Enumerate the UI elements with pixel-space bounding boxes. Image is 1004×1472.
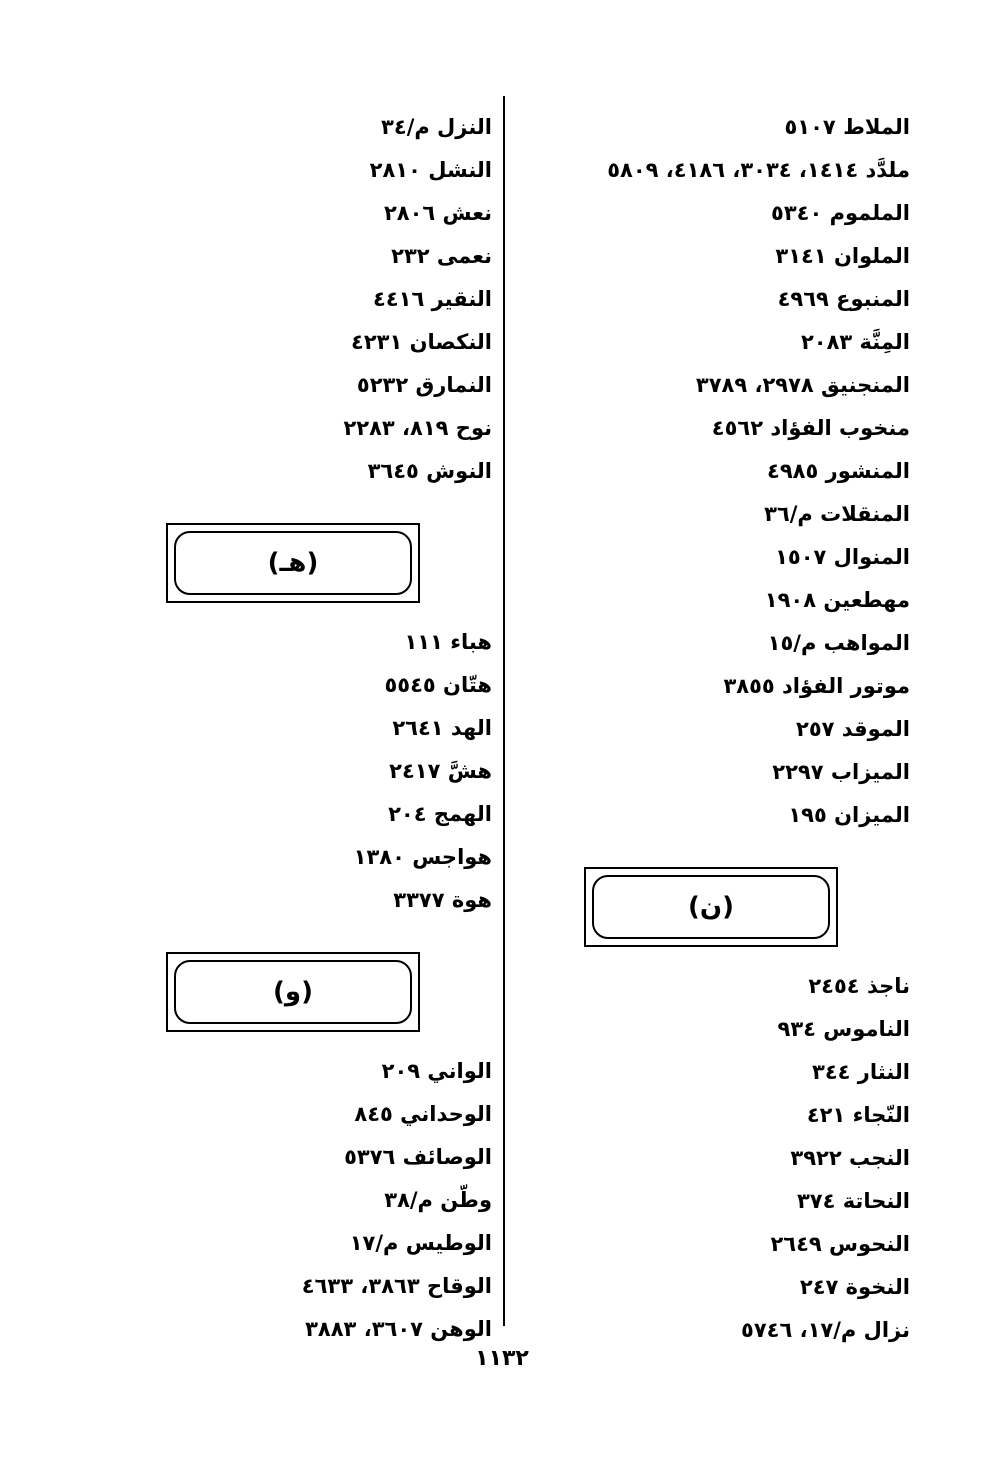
index-entry: المنشور ٤٩٨٥ — [767, 459, 910, 483]
index-entry: النوش ٣٦٤٥ — [367, 459, 492, 483]
index-entry: ملدَّد ١٤١٤، ٣٠٣٤، ٤١٨٦، ٥٨٠٩ — [607, 158, 910, 182]
index-entry: المواهب م/١٥ — [767, 631, 910, 655]
entries-meem — [490, 106, 910, 837]
index-entry: نعش ٢٨٠٦ — [383, 201, 492, 225]
index-entry: المنوال ١٥٠٧ — [775, 545, 910, 569]
index-entry: نعمى ٢٣٢ — [391, 244, 492, 268]
section-header-ha — [166, 523, 420, 603]
index-entry: النّجاء ٤٢١ — [806, 1103, 910, 1127]
index-entry: الوصائف ٥٣٧٦ — [344, 1145, 492, 1169]
index-entry: المِنَّة ٢٠٨٣ — [800, 330, 910, 354]
index-entry: النشل ٢٨١٠ — [369, 158, 492, 182]
index-entry: الهمج ٢٠٤ — [388, 802, 492, 826]
index-entry: وطّن م/٣٨ — [384, 1188, 492, 1212]
index-entry: الملوان ٣١٤١ — [775, 244, 910, 268]
page-number: ١١٣٢ — [475, 1346, 529, 1371]
entries-ha — [72, 621, 492, 922]
section-header-label: (ن) — [592, 875, 830, 939]
index-entry: منخوب الفؤاد ٤٥٦٢ — [711, 416, 910, 440]
index-entry: الميزاب ٢٢٩٧ — [772, 760, 910, 784]
index-entry: موتور الفؤاد ٣٨٥٥ — [723, 674, 910, 698]
index-entry: النحوس ٢٦٤٩ — [770, 1232, 910, 1256]
index-entry: هباء ١١١ — [404, 630, 492, 654]
index-entry: الميزان ١٩٥ — [788, 803, 910, 827]
index-entry: النجب ٣٩٢٢ — [790, 1146, 910, 1170]
index-entry: هوة ٣٣٧٧ — [393, 888, 492, 912]
index-entry: الموقد ٢٥٧ — [796, 717, 910, 741]
index-entry: الوقاح ٣٨٦٣، ٤٦٣٣ — [301, 1274, 492, 1298]
entries-noon-continued — [72, 106, 492, 493]
index-entry: هتّان ٥٥٤٥ — [384, 673, 492, 697]
entries-waw — [72, 1050, 492, 1351]
index-entry: النخوة ٢٤٧ — [799, 1275, 910, 1299]
index-entry: الوحداني ٨٤٥ — [354, 1102, 492, 1126]
index-entry: مهطعين ١٩٠٨ — [764, 588, 910, 612]
index-entry: هشَّ ٢٤١٧ — [389, 759, 492, 783]
index-entry: هواجس ١٣٨٠ — [353, 845, 492, 869]
index-entry: النكصان ٤٢٣١ — [351, 330, 492, 354]
index-entry: المنقلات م/٣٦ — [764, 502, 910, 526]
column-divider — [503, 96, 505, 1326]
index-entry: الناموس ٩٣٤ — [777, 1017, 910, 1041]
index-entry: ناجذ ٢٤٥٤ — [808, 974, 910, 998]
index-entry: المنبوع ٤٩٦٩ — [777, 287, 910, 311]
index-entry: النحاتة ٣٧٤ — [796, 1189, 910, 1213]
index-entry: النثار ٣٤٤ — [812, 1060, 910, 1084]
index-entry: المنجنيق ٢٩٧٨، ٣٧٨٩ — [695, 373, 910, 397]
index-entry: نوح ٨١٩، ٢٢٨٣ — [343, 416, 492, 440]
index-entry: الوطيس م/١٧ — [349, 1231, 492, 1255]
index-entry: نزال م/١٧، ٥٧٤٦ — [741, 1318, 910, 1342]
index-entry: الوهن ٣٦٠٧، ٣٨٨٣ — [305, 1317, 492, 1341]
section-header-waw — [166, 952, 420, 1032]
section-header-noon — [584, 867, 838, 947]
section-header-label: (هـ) — [174, 531, 412, 595]
index-entry: الهد ٢٦٤١ — [392, 716, 492, 740]
index-entry: الملاط ٥١٠٧ — [784, 115, 910, 139]
index-entry: النمارق ٥٢٣٢ — [356, 373, 492, 397]
right-column — [490, 106, 910, 1352]
entries-noon — [490, 965, 910, 1352]
index-entry: النزل م/٣٤ — [381, 115, 492, 139]
section-header-label: (و) — [174, 960, 412, 1024]
index-entry: الواني ٢٠٩ — [381, 1059, 492, 1083]
index-entry: النقير ٤٤١٦ — [373, 287, 492, 311]
index-entry: الملموم ٥٣٤٠ — [771, 201, 910, 225]
left-column — [72, 106, 492, 1351]
